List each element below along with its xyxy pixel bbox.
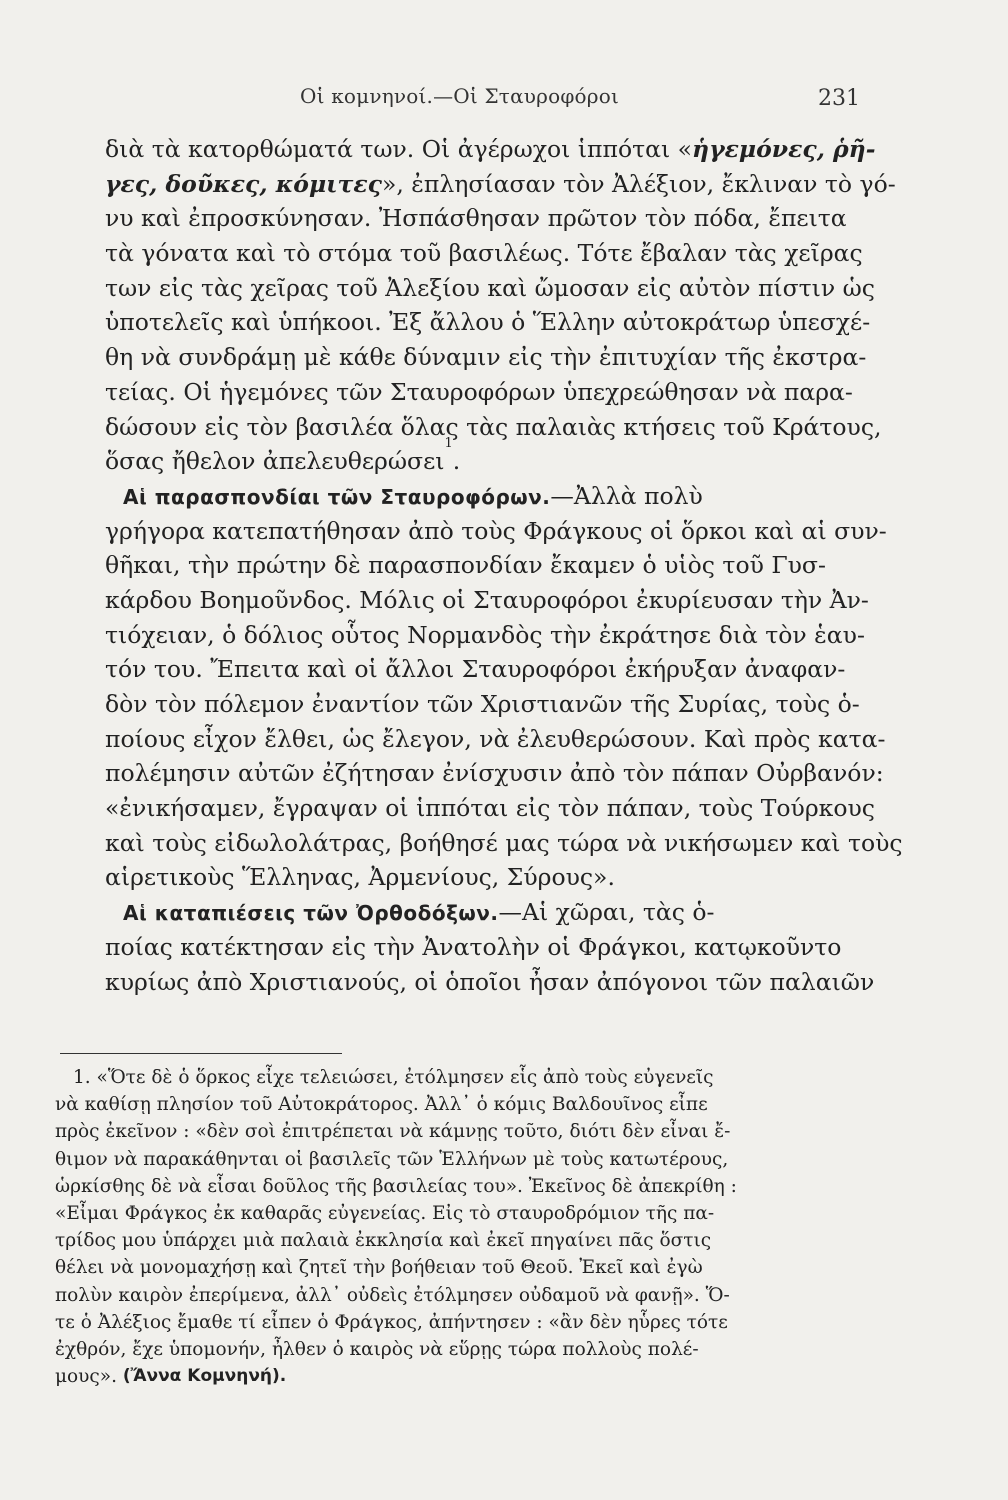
section-title: Αἱ παρασπονδίαι τῶν Σταυροφόρων. [123, 484, 551, 509]
text-line: κυρίως ἀπὸ Χριστιανούς, οἱ ὁποῖοι ἦσαν ἀπόγονοι τῶν παλαιῶν [105, 967, 875, 996]
footnote-line: 1. «Ὅτε δὲ ὁ ὅρκος εἶχε τελειώσει, ἐτόλμησεν εἷς ἀπὸ τοὺς εὐγενεῖς [73, 1067, 714, 1088]
text-segment: ὅσας ἤθελον ἀπελευθερώσει [105, 447, 445, 476]
page-header [0, 84, 1008, 124]
text-line: τὰ γόνατα καὶ τὸ στόμα τοῦ βασιλέως. Τότε ἔβαλαν τὰς χεῖρας [105, 239, 863, 268]
text-segment: —Αἱ χῶραι, τὰς ὁ- [498, 898, 715, 927]
footnote-line [55, 1363, 850, 1390]
text-line: «ἐνικήσαμεν, ἔγραψαν οἱ ἱππόται εἰς τὸν πάπαν, τοὺς Τούρκους [105, 794, 875, 823]
text-line: γρήγορα κατεπατήθησαν ἀπὸ τοὺς Φράγκους οἱ ὅρκοι καὶ αἱ συν- [105, 516, 887, 545]
text-line: θῆκαι, τὴν πρώτην δὲ παρασπονδίαν ἔκαμεν ὁ υἱὸς τοῦ Γυσ- [105, 551, 826, 580]
text-segment: », ἐπλησίασαν τὸν Ἀλέξιον, ἔκλιναν τὸ γό- [381, 169, 896, 198]
text-line: αἱρετικοὺς Ἕλληνας, Ἀρμενίους, Σύρους». [105, 863, 615, 892]
footnote-line: «Εἶμαι Φράγκος ἐκ καθαρᾶς εὐγενείας. Εἰς τὸ σταυροδρόμιον τῆς πα- [55, 1202, 715, 1224]
footnote-line: θιμον νὰ παρακάθηνται οἱ βασιλεῖς τῶν Ἑλλήνων μὲ τοὺς κατωτέρους, [55, 1148, 729, 1170]
footnote [55, 1064, 850, 1390]
emphasized-text: ἡγεμόνες, ῥῆ- [692, 135, 876, 163]
text-line: των εἰς τὰς χεῖρας τοῦ Ἀλεξίου καὶ ὤμοσαν εἰς αὐτὸν πίστιν ὡς [105, 273, 875, 302]
footnote-marker: 1 [444, 436, 453, 452]
text-segment: —Ἀλλὰ πολὺ [550, 481, 703, 510]
text-segment: διὰ τὰ κατορθώματά των. Οἱ ἀγέρωχοι ἱππόται « [105, 135, 693, 163]
text-line: τείας. Οἱ ἡγεμόνες τῶν Σταυροφόρων ὑπεχρεώθησαν νὰ παρα- [105, 377, 853, 406]
footnote-line: θέλει νὰ μονομαχήσῃ καὶ ζητεῖ τὴν βοήθειαν τοῦ Θεοῦ. Ἐκεῖ καὶ ἐγὼ [55, 1257, 703, 1279]
footnote-line: ἐχθρόν, ἔχε ὑπομονήν, ἦλθεν ὁ καιρὸς νὰ εὕρῃς τώρα πολλοὺς πολέ- [55, 1338, 699, 1360]
emphasized-text: γες, δοῦκες, κόμιτες [105, 169, 382, 198]
text-line: κάρδου Βοημοῦνδος. Μόλις οἱ Σταυροφόροι ἐκυρίευσαν τὴν Ἀν- [105, 585, 869, 614]
footnote-divider [60, 1053, 342, 1054]
footnote-line: πολὺν καιρὸν ἐπερίμενα, ἀλλ᾽ οὐδεὶς ἐτόλμησεν οὐδαμοῦ νὰ φανῇ». Ὅ- [55, 1284, 730, 1306]
footnote-line: τρίδος μου ὑπάρχει μιὰ παλαιὰ ἐκκλησία καὶ ἐκεῖ πηγαίνει πᾶς ὅστις [55, 1230, 712, 1252]
footnote-line: πρὸς ἐκεῖνον : «δὲν σοὶ ἐπιτρέπεται νὰ κάμνῃς τοῦτο, διότι δὲν εἶναι ἔ- [55, 1121, 731, 1143]
section-title: Αἱ καταπιέσεις τῶν Ὀρθοδόξων. [123, 901, 499, 926]
text-line: ποίους εἶχον ἔλθει, ὡς ἔλεγον, νὰ ἐλευθερώσουν. Καὶ πρὸς κατα- [105, 724, 886, 753]
text-line: ὑποτελεῖς καὶ ὑπήκοοι. Ἐξ ἄλλου ὁ Ἕλλην αὐτοκράτωρ ὑπεσχέ- [105, 308, 871, 337]
text-line [105, 132, 880, 167]
citation: (Ἄννα Κομνηνή). [122, 1366, 287, 1387]
text-line [105, 479, 880, 514]
text-segment: μους». [55, 1366, 117, 1388]
text-line: ποίας κατέκτησαν εἰς τὴν Ἀνατολὴν οἱ Φράγκοι, κατῳκοῦντο [105, 932, 842, 961]
text-line [105, 895, 880, 930]
footnote-line: νὰ καθίσῃ πλησίον τοῦ Αὐτοκράτορος. Ἀλλ᾽ ὁ κόμις Βαλδουῖνος εἶπε [55, 1094, 708, 1116]
footnote-line: ὡρκίσθης δὲ νὰ εἶσαι δοῦλος τῆς βασιλείας του». Ἐκεῖνος δὲ ἀπεκρίθη : [55, 1175, 737, 1197]
text-segment: . [452, 447, 461, 476]
text-line: τόν του. Ἔπειτα καὶ οἱ ἄλλοι Σταυροφόροι ἐκήρυξαν ἀναφαν- [105, 655, 846, 684]
text-line [105, 436, 880, 479]
text-line: καὶ τοὺς εἰδωλολάτρας, βοήθησέ μας τώρα νὰ νικήσωμεν καὶ τοὺς [105, 828, 903, 857]
text-line: νυ καὶ ἐπροσκύνησαν. Ἠσπάσθησαν πρῶτον τὸν πόδα, ἔπειτα [105, 204, 847, 233]
running-head: Οἱ κομνηνοί.—Οἱ Σταυροφόροι [300, 84, 620, 108]
text-line: δώσουν εἰς τὸν βασιλέα ὅλας τὰς παλαιὰς κτήσεις τοῦ Κράτους, [105, 412, 882, 441]
text-line: θη νὰ συνδράμῃ μὲ κάθε δύναμιν εἰς τὴν ἐπιτυχίαν τῆς ἐκστρα- [105, 343, 867, 372]
text-line: πολέμησιν αὐτῶν ἐζήτησαν ἐνίσχυσιν ἀπὸ τὸν πάπαν Οὐρβανόν: [105, 759, 884, 788]
main-text [105, 132, 903, 999]
page-number: 231 [818, 86, 860, 111]
text-line [105, 167, 896, 202]
footnote-line: τε ὁ Ἀλέξιος ἔμαθε τί εἶπεν ὁ Φράγκος, ἀπήντησεν : «ἂν δὲν ηὗρες τότε [55, 1311, 728, 1333]
text-line: δὸν τὸν πόλεμον ἐναντίον τῶν Χριστιανῶν τῆς Συρίας, τοὺς ὁ- [105, 690, 860, 718]
text-line: τιόχειαν, ὁ δόλιος οὗτος Νορμανδὸς τὴν ἐκράτησε διὰ τὸν ἑαυ- [105, 620, 865, 649]
